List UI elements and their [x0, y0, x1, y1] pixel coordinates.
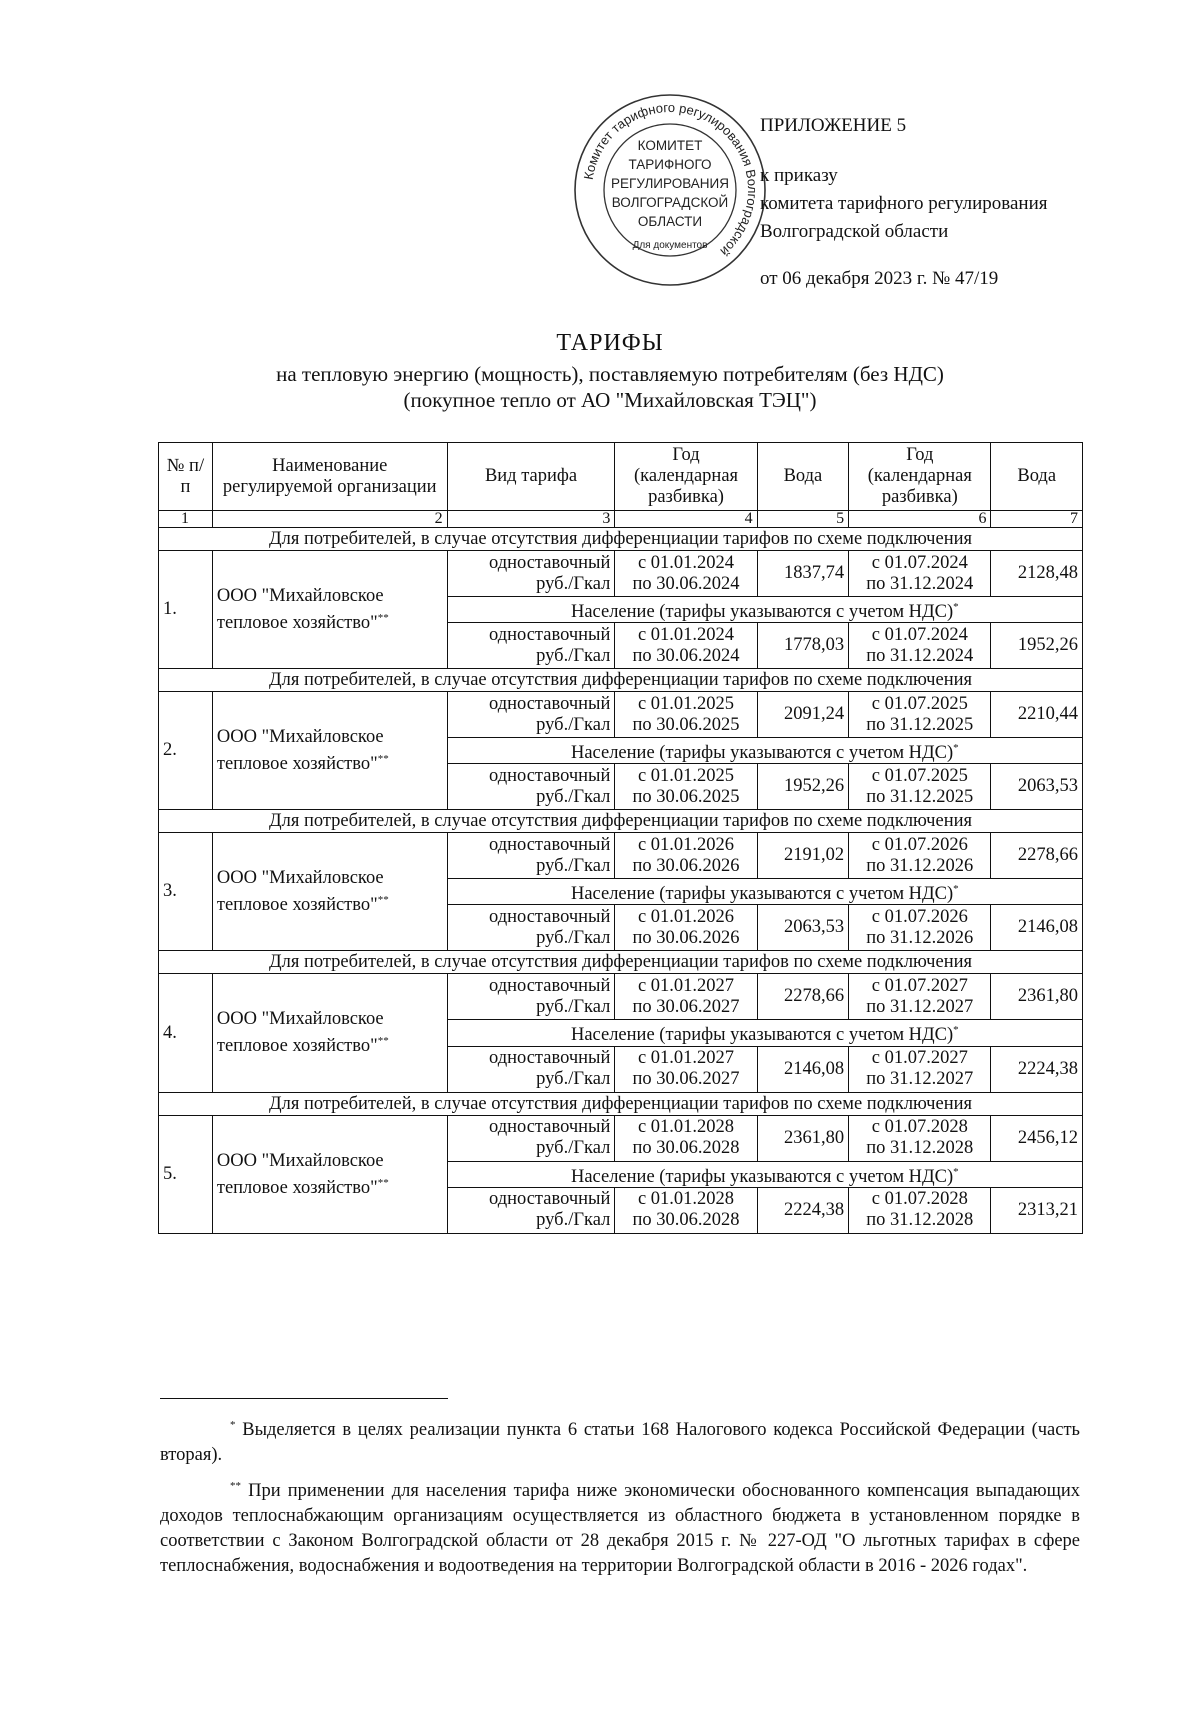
- population-label: Население (тарифы указываются с учетом НДС): [570, 884, 954, 905]
- footnotes: [160, 1413, 1080, 1579]
- organization-name: ООО "Михайловское тепловое хозяйство": [216, 586, 384, 634]
- water-value-1: 2278,66: [757, 974, 848, 1020]
- section-label: Для потребителей, в случае отсутствия дифференциации тарифов по схеме подключения: [159, 810, 1083, 833]
- tariff-kind-cell: [447, 764, 615, 810]
- section-label: Для потребителей, в случае отсутствия дифференциации тарифов по схеме подключения: [159, 669, 1083, 692]
- period-2-to: по 31.12.2024: [866, 573, 974, 594]
- tariff-kind-cell: [447, 833, 615, 879]
- period-2-to: по 31.12.2028: [866, 1210, 974, 1231]
- water-value-2: 2146,08: [991, 905, 1083, 951]
- footnote-2-text: При применении для населения тарифа ниже экономически обоснованного компенсация выпадающих доходов теплоснабжающим организациям осуществляется из областного бюджета в установленном порядке в соответствии с Законом Волгоградской области от 28 декабря 2015 г. № 227-ОД "О льготных тарифах в сфере теплоснабжения, водоснабжения и водоотведения на территории Волгоградской области в 2016 - 2026 годах".: [160, 1481, 1080, 1577]
- period-1-to: по 30.06.2028: [632, 1138, 740, 1159]
- col-header-kind: Вид тарифа: [447, 443, 615, 511]
- period-1-to: по 30.06.2024: [632, 645, 740, 666]
- section-row: [159, 1092, 1083, 1115]
- organization-cell: [212, 551, 447, 669]
- population-label-cell: [447, 597, 1082, 623]
- period-1-from: с 01.01.2025: [637, 765, 735, 786]
- population-label: Население (тарифы указываются с учетом НДС): [570, 1025, 954, 1046]
- tariff-kind-cell: [447, 1187, 615, 1233]
- document-title: ТАРИФЫ: [556, 330, 664, 356]
- period-1-cell: [615, 1046, 757, 1092]
- population-footnote-mark: *: [953, 1024, 959, 1037]
- period-1-to: по 30.06.2027: [632, 996, 740, 1017]
- water-value-1: 2146,08: [757, 1046, 848, 1092]
- period-2-from: с 01.07.2027: [871, 975, 968, 996]
- period-1-from: с 01.01.2025: [637, 693, 735, 714]
- table-row: [159, 1115, 1083, 1161]
- tariff-kind-cell: [447, 623, 615, 669]
- water-value-1: 2224,38: [757, 1187, 848, 1233]
- period-2-cell: [849, 1115, 991, 1161]
- water-value-1: 2361,80: [757, 1115, 848, 1161]
- stamp-ring-text: Комитет тарифного регулирования Волгоградской: [580, 99, 761, 260]
- tariff-unit: руб./Гкал: [536, 1138, 611, 1159]
- table-body: [159, 528, 1083, 1234]
- water-value-2: 2210,44: [991, 692, 1083, 738]
- period-2-cell: [849, 1187, 991, 1233]
- water-value-1: 1952,26: [757, 764, 848, 810]
- population-footnote-mark: *: [953, 1165, 959, 1178]
- period-1-from: с 01.01.2024: [637, 552, 735, 573]
- stamp-line-2: ТАРИФНОГО: [628, 157, 712, 172]
- period-2-cell: [849, 974, 991, 1020]
- period-2-from: с 01.07.2026: [871, 834, 968, 855]
- row-number: 3.: [159, 833, 213, 951]
- tariff-kind: одноставочный: [488, 552, 611, 573]
- col-header-water-1: Вода: [757, 443, 848, 511]
- row-number: 2.: [159, 692, 213, 810]
- tariff-kind-cell: [447, 905, 615, 951]
- tariff-unit: руб./Гкал: [536, 927, 611, 948]
- section-label: Для потребителей, в случае отсутствия дифференциации тарифов по схеме подключения: [159, 528, 1083, 551]
- period-2-cell: [849, 833, 991, 879]
- organization-footnote-mark: **: [377, 894, 389, 907]
- period-1-to: по 30.06.2026: [632, 855, 740, 876]
- appendix-header: [760, 112, 1048, 293]
- document-subtitle: на тепловую энергию (мощность), поставляемую потребителям (без НДС): [276, 362, 944, 386]
- period-2-cell: [849, 905, 991, 951]
- period-1-from: с 01.01.2028: [637, 1117, 735, 1138]
- period-1-to: по 30.06.2025: [632, 786, 740, 807]
- water-value-1: 2091,24: [757, 692, 848, 738]
- organization-name: ООО "Михайловское тепловое хозяйство": [216, 727, 384, 775]
- period-2-cell: [849, 551, 991, 597]
- period-1-cell: [615, 1187, 757, 1233]
- tariff-unit: руб./Гкал: [536, 786, 611, 807]
- period-1-from: с 01.01.2027: [637, 1048, 735, 1069]
- tariff-kind-cell: [447, 692, 615, 738]
- tariff-kind: одноставочный: [488, 1048, 611, 1069]
- period-2-to: по 31.12.2025: [866, 714, 974, 735]
- period-2-from: с 01.07.2028: [871, 1189, 968, 1210]
- document-heading: [150, 330, 1070, 413]
- official-stamp: [572, 92, 768, 288]
- tariff-unit: руб./Гкал: [536, 1069, 611, 1090]
- row-number: 1.: [159, 551, 213, 669]
- col-number: 2: [212, 511, 447, 528]
- tariff-unit: руб./Гкал: [536, 714, 611, 735]
- period-1-to: по 30.06.2026: [632, 927, 740, 948]
- water-value-2: 2224,38: [991, 1046, 1083, 1092]
- document-subtitle-2: (покупное тепло от АО "Михайловская ТЭЦ"): [403, 388, 817, 412]
- column-number-row: [159, 511, 1083, 528]
- stamp-line-1: КОМИТЕТ: [637, 138, 703, 153]
- period-2-cell: [849, 1046, 991, 1092]
- footnote-1-mark: *: [230, 1419, 236, 1431]
- tariff-kind-cell: [447, 551, 615, 597]
- water-value-1: 2191,02: [757, 833, 848, 879]
- tariff-kind-cell: [447, 1046, 615, 1092]
- tariff-kind-cell: [447, 1115, 615, 1161]
- period-2-from: с 01.07.2024: [871, 552, 968, 573]
- tariffs-table: [158, 442, 1083, 1234]
- footnote-2: [160, 1474, 1080, 1579]
- tariff-kind: одноставочный: [488, 693, 611, 714]
- footnote-divider: [160, 1398, 448, 1399]
- tariff-kind: одноставочный: [488, 624, 611, 645]
- tariff-kind: одноставочный: [488, 1189, 611, 1210]
- period-2-to: по 31.12.2027: [866, 1069, 974, 1090]
- period-1-from: с 01.01.2027: [637, 975, 735, 996]
- period-2-from: с 01.07.2025: [871, 765, 968, 786]
- footnote-1-text: Выделяется в целях реализации пункта 6 статьи 168 Налогового кодекса Российской Федерации (часть вторая).: [160, 1420, 1080, 1466]
- appendix-line-2: комитета тарифного регулирования: [760, 193, 1048, 214]
- col-header-water-2: Вода: [991, 443, 1083, 511]
- stamp-seal-icon: [572, 92, 768, 288]
- period-2-cell: [849, 692, 991, 738]
- water-value-2: 2128,48: [991, 551, 1083, 597]
- footnote-2-mark: **: [230, 1480, 241, 1493]
- tariff-unit: руб./Гкал: [536, 1210, 611, 1231]
- period-1-cell: [615, 905, 757, 951]
- organization-cell: [212, 974, 447, 1092]
- period-2-cell: [849, 764, 991, 810]
- tariff-kind-cell: [447, 974, 615, 1020]
- organization-footnote-mark: **: [377, 1176, 389, 1189]
- stamp-line-3: РЕГУЛИРОВАНИЯ: [611, 176, 729, 191]
- tariff-kind: одноставочный: [488, 906, 611, 927]
- col-header-org: Наименование регулируемой организации: [212, 443, 447, 511]
- period-2-from: с 01.07.2025: [871, 693, 968, 714]
- footnote-1: [160, 1413, 1080, 1468]
- period-2-from: с 01.07.2024: [871, 624, 968, 645]
- water-value-2: 2361,80: [991, 974, 1083, 1020]
- table-row: [159, 974, 1083, 1020]
- col-number: 5: [757, 511, 848, 528]
- section-row: [159, 528, 1083, 551]
- col-number: 1: [159, 511, 213, 528]
- population-footnote-mark: *: [953, 742, 959, 755]
- organization-name: ООО "Михайловское тепловое хозяйство": [216, 868, 384, 916]
- section-label: Для потребителей, в случае отсутствия дифференциации тарифов по схеме подключения: [159, 1092, 1083, 1115]
- water-value-2: 2456,12: [991, 1115, 1083, 1161]
- tariff-unit: руб./Гкал: [536, 645, 611, 666]
- table-row: [159, 551, 1083, 597]
- water-value-2: 2063,53: [991, 764, 1083, 810]
- section-row: [159, 810, 1083, 833]
- period-1-from: с 01.01.2026: [637, 834, 735, 855]
- water-value-1: 2063,53: [757, 905, 848, 951]
- organization-name: ООО "Михайловское тепловое хозяйство": [216, 1009, 384, 1057]
- water-value-1: 1837,74: [757, 551, 848, 597]
- stamp-bottom-text: Для документов: [632, 240, 708, 251]
- organization-cell: [212, 833, 447, 951]
- population-label: Население (тарифы указываются с учетом НДС): [570, 1166, 954, 1187]
- appendix-line-3: Волгоградской области: [760, 221, 949, 242]
- col-header-year-1: Год (календарная разбивка): [615, 443, 757, 511]
- period-1-to: по 30.06.2024: [632, 573, 740, 594]
- period-1-to: по 30.06.2027: [632, 1069, 740, 1090]
- tariff-unit: руб./Гкал: [536, 855, 611, 876]
- population-label: Население (тарифы указываются с учетом НДС): [570, 743, 954, 764]
- period-1-cell: [615, 764, 757, 810]
- tariff-unit: руб./Гкал: [536, 573, 611, 594]
- col-number: 7: [991, 511, 1083, 528]
- row-number: 5.: [159, 1115, 213, 1233]
- period-1-to: по 30.06.2028: [632, 1210, 740, 1231]
- population-footnote-mark: *: [953, 883, 959, 896]
- stamp-line-5: ОБЛАСТИ: [637, 214, 703, 229]
- period-2-from: с 01.07.2028: [871, 1117, 968, 1138]
- population-label-cell: [447, 738, 1082, 764]
- period-1-cell: [615, 692, 757, 738]
- water-value-2: 1952,26: [991, 623, 1083, 669]
- population-label: Население (тарифы указываются с учетом НДС): [570, 602, 954, 623]
- period-2-from: с 01.07.2027: [871, 1048, 968, 1069]
- period-1-cell: [615, 623, 757, 669]
- period-2-to: по 31.12.2028: [866, 1138, 974, 1159]
- period-2-to: по 31.12.2026: [866, 927, 974, 948]
- organization-cell: [212, 692, 447, 810]
- tariff-kind: одноставочный: [488, 1117, 611, 1138]
- row-number: 4.: [159, 974, 213, 1092]
- period-1-to: по 30.06.2025: [632, 714, 740, 735]
- col-number: 4: [615, 511, 757, 528]
- appendix-line-1: к приказу: [760, 165, 838, 186]
- section-row: [159, 951, 1083, 974]
- col-number: 3: [447, 511, 615, 528]
- period-1-cell: [615, 1115, 757, 1161]
- period-2-to: по 31.12.2024: [866, 645, 974, 666]
- period-1-from: с 01.01.2024: [637, 624, 735, 645]
- period-2-to: по 31.12.2026: [866, 855, 974, 876]
- population-label-cell: [447, 1020, 1082, 1046]
- tariff-kind: одноставочный: [488, 834, 611, 855]
- tariff-unit: руб./Гкал: [536, 996, 611, 1017]
- organization-name: ООО "Михайловское тепловое хозяйство": [216, 1150, 384, 1198]
- col-header-num: № п/п: [159, 443, 213, 511]
- period-1-from: с 01.01.2028: [637, 1189, 735, 1210]
- period-1-cell: [615, 551, 757, 597]
- section-row: [159, 669, 1083, 692]
- population-footnote-mark: *: [953, 601, 959, 613]
- period-2-from: с 01.07.2026: [871, 906, 968, 927]
- period-1-cell: [615, 833, 757, 879]
- tariff-kind: одноставочный: [488, 765, 611, 786]
- table-row: [159, 692, 1083, 738]
- period-1-cell: [615, 974, 757, 1020]
- organization-footnote-mark: **: [377, 753, 389, 766]
- water-value-2: 2278,66: [991, 833, 1083, 879]
- table-row: [159, 833, 1083, 879]
- water-value-1: 1778,03: [757, 623, 848, 669]
- organization-footnote-mark: **: [377, 1035, 389, 1048]
- col-header-year-2: Год (календарная разбивка): [849, 443, 991, 511]
- water-value-2: 2313,21: [991, 1187, 1083, 1233]
- organization-footnote-mark: **: [377, 612, 389, 624]
- stamp-line-4: ВОЛГОГРАДСКОЙ: [611, 195, 729, 210]
- organization-cell: [212, 1115, 447, 1233]
- population-label-cell: [447, 1161, 1082, 1187]
- table-header-row: [159, 443, 1083, 511]
- population-label-cell: [447, 879, 1082, 905]
- period-2-to: по 31.12.2025: [866, 786, 974, 807]
- appendix-title: ПРИЛОЖЕНИЕ 5: [760, 115, 907, 136]
- period-2-to: по 31.12.2027: [866, 996, 974, 1017]
- appendix-date: от 06 декабря 2023 г. № 47/19: [760, 268, 999, 289]
- tariff-kind: одноставочный: [488, 975, 611, 996]
- col-number: 6: [849, 511, 991, 528]
- section-label: Для потребителей, в случае отсутствия дифференциации тарифов по схеме подключения: [159, 951, 1083, 974]
- period-1-from: с 01.01.2026: [637, 906, 735, 927]
- period-2-cell: [849, 623, 991, 669]
